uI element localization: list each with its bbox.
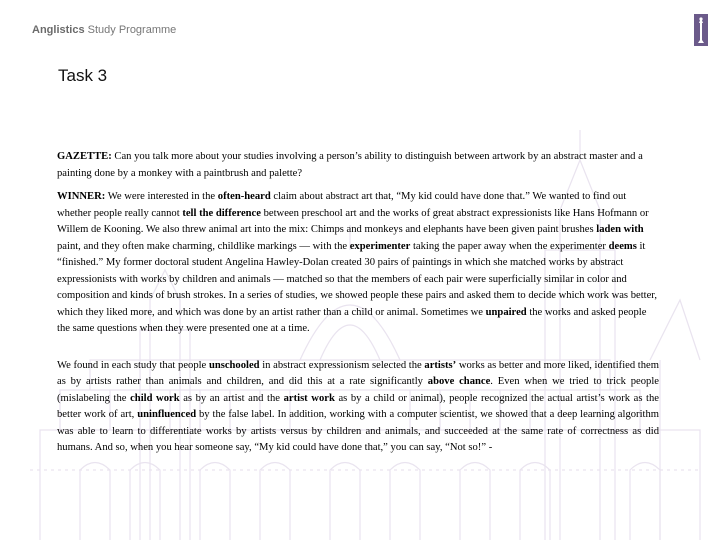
- bold-term: GAZETTE:: [57, 151, 112, 162]
- programme-name-rest: Study Programme: [84, 24, 177, 36]
- paragraph: [57, 189, 659, 338]
- text-run: claim about abstract art that, “My kid could have done that.” We wanted to find out whether people really cannot: [57, 191, 627, 219]
- paragraph: [57, 358, 659, 457]
- bold-term: experimenter: [349, 240, 411, 252]
- interview-text: [57, 149, 659, 464]
- bold-term: child work: [130, 392, 180, 404]
- programme-name-bold: Anglistics: [32, 24, 85, 36]
- bold-term: uninfluenced: [137, 409, 197, 420]
- bold-term: often-heard: [217, 191, 271, 202]
- bold-term: above chance: [427, 376, 491, 387]
- text-run: as by a child or animal), people recognized the actual artist’s work as the better work of art,: [57, 392, 660, 420]
- university-logo-icon: [694, 14, 708, 46]
- text-run: by the false label. In addition, working with a computer scientist, we showed that a deep learning algorithm was able to learn to differentiate works by artists versus by children and animals, and succeeded at the same rate of correctness as did humans. And so, when you hear someone say, “My kid could have done that,” you can say, “Not so!” -: [57, 409, 659, 453]
- bold-term: deems: [608, 240, 637, 252]
- text-run: between preschool art and the works of great abstract expressionists like Hans Hofmann or Willem de Kooning. We also threw animal art into the mix: Chimps and monkeys and elephants have been given paint brushes: [57, 207, 649, 235]
- text-run: it “finished.” My former doctoral student Angelina Hawley-Dolan created 30 pairs of paintings in which she matched works by abstract expressionists with works by children and animals — matched so that the members of each pair were superficially similar in color and composition and kinds of brush strokes. In a series of studies, we showed people these pairs and asked them to decide which work was better, which they liked more, and which was done by an artist rather than a child or animal. Sometimes we: [57, 240, 658, 318]
- text-run: We were interested in the: [105, 191, 218, 202]
- page-title: Task 3: [58, 66, 108, 85]
- bold-term: unpaired: [485, 306, 527, 318]
- paragraph: [57, 149, 659, 182]
- bold-term: WINNER:: [57, 191, 106, 202]
- text-run: taking the paper away when the experimenter: [410, 240, 609, 252]
- programme-header: [32, 24, 176, 36]
- text-run: We found in each study that people: [57, 359, 209, 371]
- bold-term: laden with: [596, 224, 644, 235]
- text-run: works as better and more liked, identified them as by artists rather than animals and children, and did this at a rate significantly: [57, 359, 659, 387]
- text-run: in abstract expressionism selected the: [259, 359, 425, 371]
- text-run: Can you talk more about your studies involving a person’s ability to distinguish between artwork by an abstract master and a painting done by a monkey with a paintbrush and palette?: [57, 151, 643, 179]
- text-run: as by an artist and the: [179, 392, 284, 404]
- bold-term: unschooled: [208, 359, 260, 371]
- text-run: paint, and they often make charming, childlike markings — with the: [57, 240, 350, 252]
- bold-term: artists’: [424, 359, 457, 371]
- bold-term: tell the difference: [182, 207, 261, 219]
- text-run: the works and asked people the same questions when they were presented one at a time.: [57, 306, 647, 334]
- text-run: . Even when we tried to trick people (mislabeling the: [57, 376, 659, 404]
- bold-term: artist work: [283, 392, 335, 404]
